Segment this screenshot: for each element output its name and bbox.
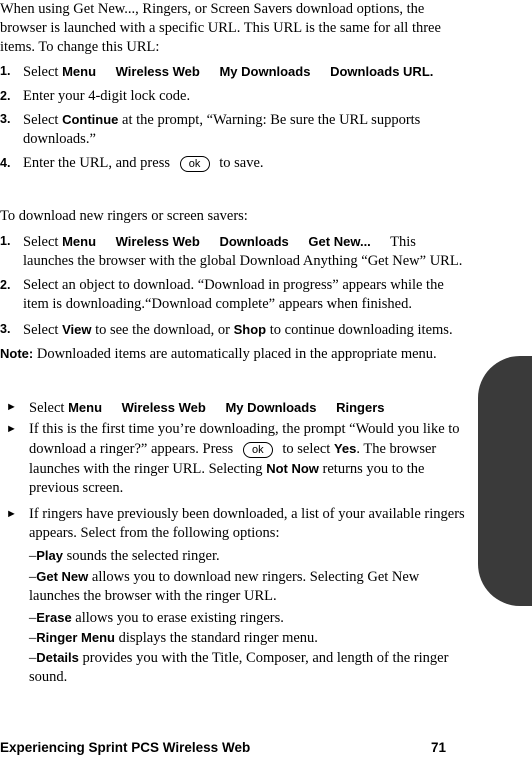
option-label: Get New (36, 569, 89, 584)
ok-key-icon: ok (180, 156, 210, 172)
arrow-icon: ► (6, 401, 17, 413)
step-number: 3. (0, 112, 11, 126)
arrow-icon: ► (6, 423, 17, 435)
menu-item: My Downloads (225, 400, 317, 415)
page-footer (0, 740, 532, 758)
section-tab (478, 356, 532, 606)
option-erase (29, 608, 469, 628)
step-number: 1. (0, 234, 11, 248)
yes-label: Yes (333, 441, 357, 456)
option-ringer-menu (29, 628, 469, 648)
menu-item: Menu (62, 234, 97, 249)
note (0, 344, 470, 364)
dash: – (29, 650, 37, 666)
step-text: This launches the browser with the global Download Anything “Get New” URL. (23, 234, 463, 269)
option-get-new (29, 567, 469, 606)
step-text: at the prompt, “Warning: Be sure the URL supports downloads.” (23, 112, 421, 147)
step-number: 4. (0, 156, 11, 170)
menu-item: Downloads (219, 234, 289, 249)
shop-label: Shop (233, 322, 267, 337)
dash: – (29, 610, 37, 626)
menu-item: Get New... (308, 234, 371, 249)
step-text: to save. (219, 155, 264, 171)
menu-item: Wireless Web (115, 234, 200, 249)
step-number: 1. (0, 64, 11, 78)
view-label: View (62, 322, 92, 337)
option-details (29, 648, 469, 687)
step-number: 3. (0, 322, 11, 336)
menu-item: My Downloads (219, 64, 311, 79)
step-text: Enter your 4-digit lock code. (23, 88, 191, 104)
bullet-select-ringers (0, 398, 470, 418)
step-text: Select (23, 112, 59, 128)
menu-item: Wireless Web (115, 64, 200, 79)
bullet-text: Select (29, 400, 65, 416)
menu-item: Menu (62, 64, 97, 79)
option-text: provides you with the Title, Composer, and length of the ringer sound. (29, 650, 449, 685)
page-number: 71 (431, 740, 447, 755)
download-step-1 (0, 232, 470, 271)
footer-title: Experiencing Sprint PCS Wireless Web (0, 740, 251, 755)
bullet-text: If ringers have previously been downloaded, a list of your available ringers appears. Select from the following options: (29, 506, 465, 541)
bullet-text: returns you to the previous screen. (29, 461, 425, 496)
option-text: displays the standard ringer menu. (118, 630, 318, 646)
dash: – (29, 630, 37, 646)
dash: – (29, 548, 37, 564)
step-text: Enter the URL, and press (23, 155, 170, 171)
download-step-3 (0, 320, 470, 340)
bullet-text: If this is the first time you’re downloading, the prompt “Would you like to download a ringer?” appears. Press (29, 421, 460, 457)
option-text: allows you to download new ringers. Selecting Get New launches the browser with the ringer URL. (29, 569, 420, 604)
dash: – (29, 569, 37, 585)
change-url-step-3 (0, 110, 470, 149)
step-text: Select (23, 322, 59, 338)
step-number: 2. (0, 278, 11, 292)
option-label: Play (36, 548, 63, 563)
step-text: Select (23, 234, 59, 250)
menu-item: Ringers (336, 400, 385, 415)
step-text: Select an object to download. “Download in progress” appears while the item is downloading.“Download complete” appears when finished. (23, 277, 444, 312)
option-label: Erase (36, 610, 72, 625)
step-text: Select (23, 64, 59, 80)
option-text: allows you to erase existing ringers. (75, 610, 284, 626)
step-number: 2. (0, 89, 11, 103)
note-text: Downloaded items are automatically placed in the appropriate menu. (36, 346, 437, 362)
menu-item: Wireless Web (121, 400, 206, 415)
bullet-text: . The browser launches with the ringer URL. Selecting (29, 441, 437, 477)
arrow-icon: ► (6, 508, 17, 520)
option-play (29, 546, 469, 566)
menu-item: Menu (68, 400, 103, 415)
download-step-2 (0, 276, 470, 314)
change-url-step-1 (0, 62, 470, 82)
download-intro: To download new ringers or screen savers: (0, 208, 248, 224)
option-text: sounds the selected ringer. (66, 548, 220, 564)
menu-item: Downloads URL. (330, 64, 434, 79)
ok-key-icon: ok (243, 442, 273, 458)
bullet-previously-downloaded (0, 505, 470, 543)
change-url-step-4 (0, 154, 470, 173)
note-label: Note: (0, 346, 34, 361)
option-label: Ringer Menu (36, 630, 115, 645)
continue-label: Continue (62, 112, 119, 127)
step-text: to see the download, or (95, 322, 230, 338)
bullet-first-time (0, 420, 470, 498)
intro-paragraph: When using Get New..., Ringers, or Screen Savers download options, the browser is launched with a specific URL. This URL is the same for all three items. To change this URL: (0, 1, 441, 55)
bullet-text: to select (282, 441, 331, 457)
change-url-step-2 (0, 87, 470, 106)
step-text: to continue downloading items. (269, 322, 453, 338)
not-now-label: Not Now (266, 461, 319, 476)
option-label: Details (36, 650, 79, 665)
